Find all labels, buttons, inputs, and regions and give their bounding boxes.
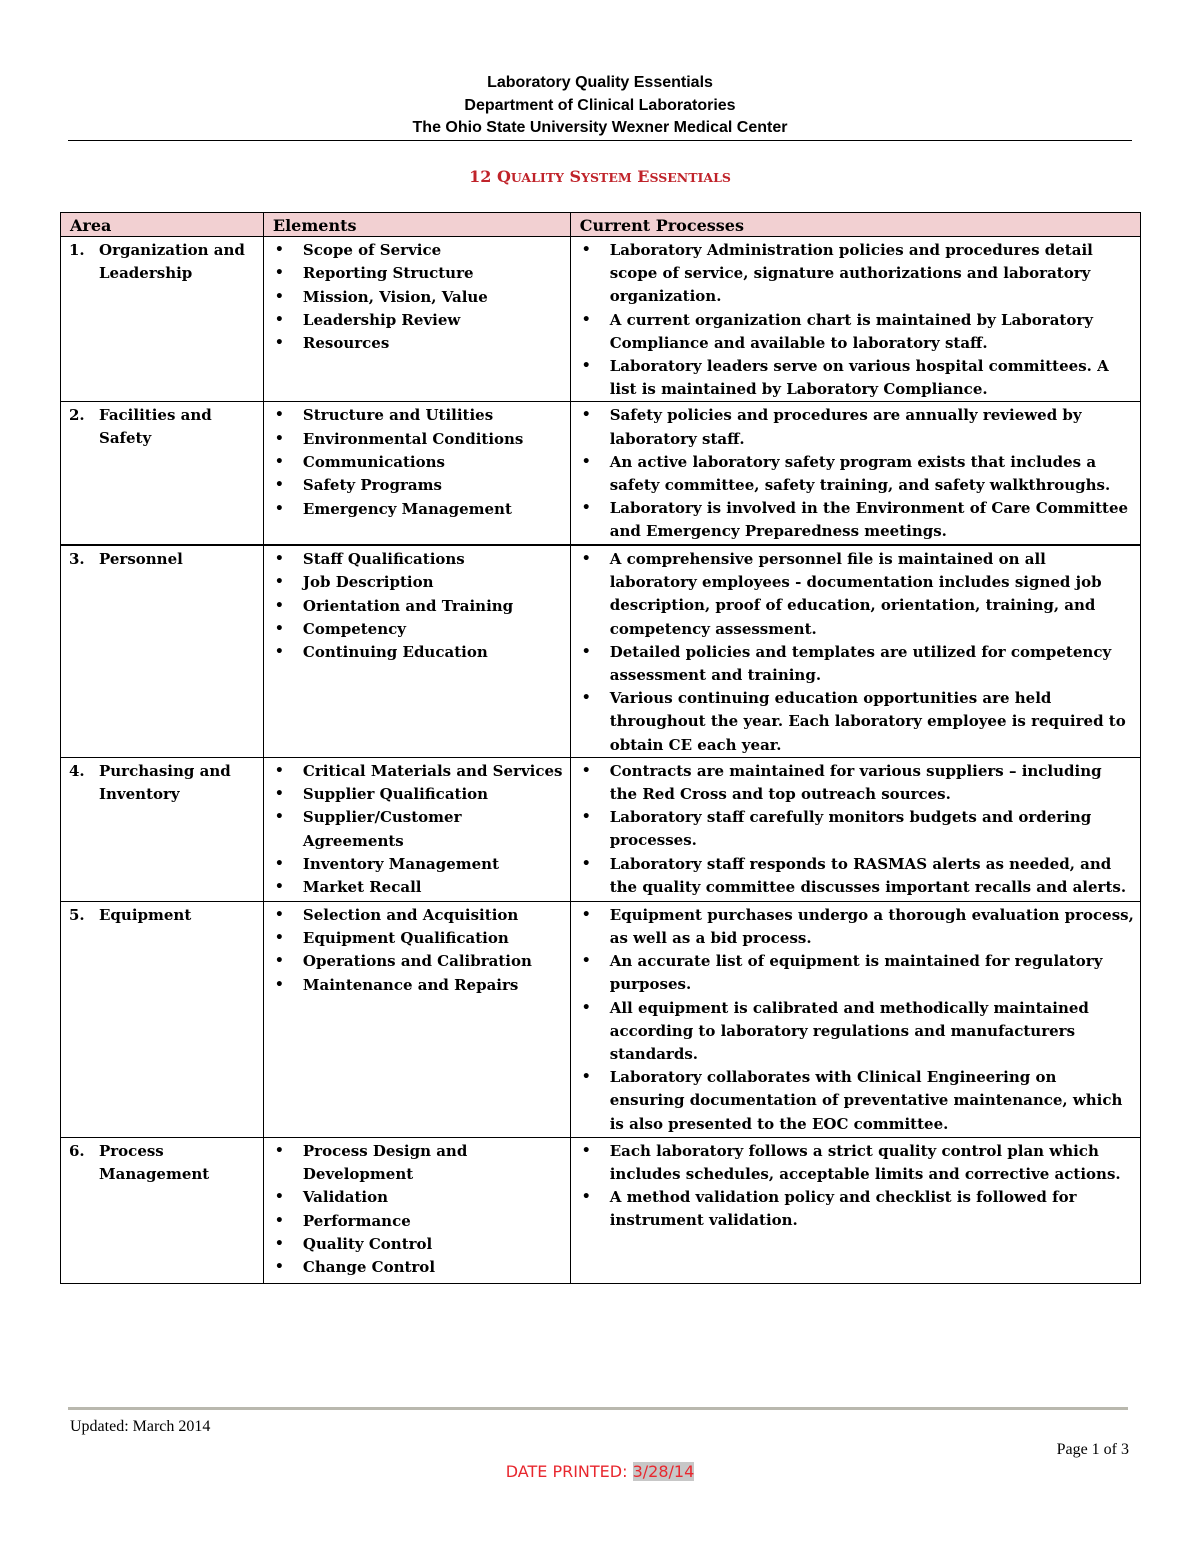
elements-cell [263, 545, 570, 757]
element-item: • Communications [272, 451, 564, 474]
process-item: • Each laboratory follows a strict quality control plan which includes schedules, acceptable limits and corrective actions. [579, 1140, 1134, 1186]
process-item: • An active laboratory safety program exists that includes a safety committee, safety training, and safety walkthroughs. [579, 451, 1134, 497]
process-item: • Safety policies and procedures are annually reviewed by laboratory staff. [579, 404, 1134, 450]
elements-list [272, 904, 564, 997]
area-cell [61, 1137, 264, 1283]
date-printed [0, 1462, 1200, 1481]
area-number: 6. [69, 1141, 85, 1160]
area-label [69, 1140, 257, 1186]
elements-cell [263, 1137, 570, 1283]
processes-cell [570, 402, 1140, 545]
element-item: • Scope of Service [272, 239, 564, 262]
area-number: 2. [69, 406, 85, 425]
element-item: • Resources [272, 332, 564, 355]
element-item: • Change Control [272, 1256, 564, 1279]
updated-date: Updated: March 2014 [70, 1418, 211, 1435]
elements-cell [263, 757, 570, 901]
element-item: • Maintenance and Repairs [272, 974, 564, 997]
elements-cell [263, 402, 570, 545]
date-printed-label: DATE PRINTED: [505, 1462, 633, 1481]
table-row [61, 402, 1141, 545]
element-item: • Process Design and Development [272, 1140, 564, 1187]
area-label [69, 239, 257, 285]
element-item: • Orientation and Training [272, 595, 564, 618]
footer-divider [68, 1407, 1128, 1410]
element-item: • Mission, Vision, Value [272, 286, 564, 309]
element-item: • Emergency Management [272, 498, 564, 521]
elements-list [272, 548, 564, 664]
processes-cell [570, 237, 1140, 402]
area-name: Organization and Leadership [99, 241, 245, 282]
quality-essentials-table [60, 212, 1141, 1284]
element-item: • Inventory Management [272, 853, 564, 876]
processes-cell [570, 545, 1140, 757]
table-row [61, 901, 1141, 1137]
elements-list [272, 239, 564, 355]
process-item: • Various continuing education opportunities are held throughout the year. Each laboratory employee is required to obtain CE each year. [579, 687, 1134, 757]
area-cell [61, 237, 264, 402]
title-word-1-cap: Q [496, 167, 511, 186]
area-cell [61, 901, 264, 1137]
page-number: Page 1 of 3 [1056, 1441, 1129, 1458]
table-row [61, 1137, 1141, 1283]
element-item: • Supplier/Customer Agreements [272, 806, 564, 853]
column-header-elements: Elements [263, 213, 570, 237]
process-item: • An accurate list of equipment is maintained for regulatory purposes. [579, 950, 1134, 996]
column-header-processes: Current Processes [570, 213, 1140, 237]
elements-list [272, 1140, 564, 1280]
processes-list [579, 548, 1134, 757]
element-item: • Critical Materials and Services [272, 760, 564, 783]
processes-list [579, 239, 1134, 401]
element-item: • Reporting Structure [272, 262, 564, 285]
area-label [69, 548, 257, 571]
processes-list [579, 760, 1134, 899]
area-label [69, 404, 257, 450]
element-item: • Supplier Qualification [272, 783, 564, 806]
element-item: • Continuing Education [272, 641, 564, 664]
process-item: • Contracts are maintained for various suppliers – including the Red Cross and top outreach sources. [579, 760, 1134, 806]
processes-cell [570, 757, 1140, 901]
area-name: Equipment [99, 905, 192, 924]
header-line-1: Laboratory Quality Essentials [487, 74, 713, 91]
title-word-3-rest: SSENTIALS [649, 170, 731, 185]
element-item: • Structure and Utilities [272, 404, 564, 427]
element-item: • Environmental Conditions [272, 428, 564, 451]
elements-cell [263, 237, 570, 402]
process-item: • Laboratory collaborates with Clinical Engineering on ensuring documentation of preventative maintenance, which is also presented to the EOC committee. [579, 1066, 1134, 1136]
process-item: • A method validation policy and checklist is followed for instrument validation. [579, 1186, 1134, 1232]
title-word-1-rest: UALITY [510, 170, 564, 185]
process-item: • A comprehensive personnel file is maintained on all laboratory employees - documentation includes signed job description, proof of education, orientation, training, and competency assessment. [579, 548, 1134, 641]
area-name: Purchasing and Inventory [99, 761, 231, 803]
title-word-2-rest: YSTEM [581, 170, 632, 185]
table-row [61, 545, 1141, 757]
area-cell [61, 545, 264, 757]
element-item: • Quality Control [272, 1233, 564, 1256]
element-item: • Market Recall [272, 876, 564, 899]
element-item: • Job Description [272, 571, 564, 594]
element-item: • Validation [272, 1186, 564, 1209]
elements-list [272, 404, 564, 520]
processes-cell [570, 1137, 1140, 1283]
element-item: • Competency [272, 618, 564, 641]
process-item: • Laboratory leaders serve on various hospital committees. A list is maintained by Laboratory Compliance. [579, 355, 1134, 401]
title-number: 12 [469, 167, 492, 186]
element-item: • Staff Qualifications [272, 548, 564, 571]
title-word-3-cap: E [637, 167, 650, 186]
element-item: • Safety Programs [272, 474, 564, 497]
date-printed-value: 3/28/14 [632, 1462, 695, 1481]
process-item: • Detailed policies and templates are utilized for competency assessment and training. [579, 641, 1134, 687]
table-row [61, 757, 1141, 901]
area-name: Personnel [99, 549, 183, 568]
area-name: Facilities and Safety [99, 406, 212, 448]
processes-list [579, 1140, 1134, 1233]
area-cell [61, 402, 264, 545]
header-line-3: The Ohio State University Wexner Medical Center [412, 119, 788, 136]
processes-list [579, 904, 1134, 1136]
process-item: • Laboratory staff carefully monitors budgets and ordering processes. [579, 806, 1134, 852]
document-title [0, 167, 1200, 186]
process-item: • A current organization chart is maintained by Laboratory Compliance and available to laboratory staff. [579, 309, 1134, 355]
element-item: • Operations and Calibration [272, 950, 564, 973]
processes-list [579, 404, 1134, 543]
process-item: • Laboratory is involved in the Environment of Care Committee and Emergency Preparedness meetings. [579, 497, 1134, 543]
header-line-2: Department of Clinical Laboratories [464, 96, 736, 114]
area-cell [61, 757, 264, 901]
table-header-row [61, 213, 1141, 237]
title-word-2-cap: S [569, 167, 582, 186]
elements-cell [263, 901, 570, 1137]
area-label [69, 904, 257, 927]
area-number: 3. [69, 549, 85, 568]
process-item: • Equipment purchases undergo a thorough evaluation process, as well as a bid process. [579, 904, 1134, 950]
column-header-area: Area [61, 213, 264, 237]
header-divider [68, 140, 1132, 141]
area-number: 5. [69, 905, 85, 924]
area-label [69, 760, 257, 806]
process-item: • Laboratory staff responds to RASMAS alerts as needed, and the quality committee discusses important recalls and alerts. [579, 853, 1134, 899]
processes-cell [570, 901, 1140, 1137]
elements-list [272, 760, 564, 900]
area-number: 1. [69, 241, 85, 259]
document-header [0, 72, 1200, 140]
element-item: • Leadership Review [272, 309, 564, 332]
area-name: Process Management [99, 1141, 210, 1183]
element-item: • Equipment Qualification [272, 927, 564, 950]
element-item: • Selection and Acquisition [272, 904, 564, 927]
area-number: 4. [69, 761, 85, 780]
process-item: • Laboratory Administration policies and procedures detail scope of service, signature authorizations and laboratory organization. [579, 239, 1134, 309]
table-row [61, 237, 1141, 402]
element-item: • Performance [272, 1210, 564, 1233]
process-item: • All equipment is calibrated and methodically maintained according to laboratory regulations and manufacturers standards. [579, 997, 1134, 1067]
